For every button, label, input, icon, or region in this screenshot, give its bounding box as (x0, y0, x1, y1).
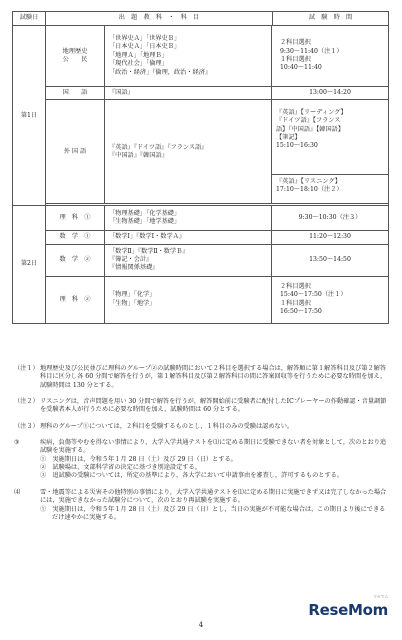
page-number: 4 (198, 621, 204, 629)
subject-foreign-language: 外 国 語 (63, 147, 87, 155)
text-line: 「世界史Ａ」「世界史Ｂ」 (109, 35, 181, 43)
time-science-2 (272, 276, 389, 323)
note-item (14, 489, 388, 522)
note-tag: （注２） (14, 398, 39, 406)
time-geo-civics (272, 26, 389, 87)
note-item (14, 398, 388, 415)
logo-text: ReseMom (308, 601, 388, 619)
subject-science-1: 理 科 ① (59, 214, 91, 222)
table-row (13, 26, 389, 87)
text-line: 『情報関係基礎』 (109, 264, 159, 272)
subject-math-2: 数 学 ② (59, 256, 91, 264)
note-subitem: ① 実施期日は，令和５年１月 28 日（土）及び 29 日（日）とし，当日の実施が不可能な場合は，この期日より後にできるだけ速やかに実施する。 (40, 505, 386, 521)
time-science-1: 9:30～10:30（注３） (272, 206, 389, 231)
note-subitem: ③ 追試験の受験については，所定の基準により，各大学において申請事由を審査し，許可するものとする。 (40, 472, 344, 480)
text-line: 15:40～17:50（注１） (280, 291, 347, 299)
note-text: 雪・地震等による災害その他特別の事情により，大学入学共通テストを⑴に定める期日に実施できず又は完了しなかった場合には，実施できなかった試験分について，次のとおり再試験を実施する。 (40, 488, 387, 505)
text-line: 「現代社会」「倫理」 (109, 60, 168, 68)
courses-science-2 (104, 277, 271, 323)
text-line: 「物理」「化学」 (109, 291, 156, 299)
courses-foreign-language (104, 100, 271, 203)
note-tag: （注３） (14, 422, 39, 430)
note-subitem: ① 実施期日は，令和５年１月 28 日（土）及び 29 日（日）とする。 (40, 455, 237, 463)
text-line: 「政治・経済」『倫理，政治・経済』 (109, 68, 212, 76)
table-row (13, 206, 389, 231)
note-item (14, 423, 388, 431)
text-line: ２科目選択 (280, 39, 311, 47)
table-row (13, 231, 389, 244)
text-line: 「日本史Ａ」「日本史Ｂ」 (109, 43, 181, 51)
text-line: 9:30～11:40（注１） (280, 47, 343, 55)
day-2-label: 第2日 (13, 206, 46, 323)
header-subjects: 出 題 教 科 ・ 科 目 試 験 時 間 (46, 12, 389, 26)
courses-math-2 (104, 245, 271, 276)
text-line: 『ドイツ語』【フランス (276, 117, 341, 125)
time-math-1: 11:20～12:30 (272, 231, 389, 244)
header-exam-day: 試験日 (13, 12, 46, 26)
text-line: 「数学Ⅱ」『数学Ⅱ・数学Ｂ』 (109, 247, 189, 255)
text-line: 公 民 (62, 56, 88, 63)
note-tag: （注１） (14, 365, 39, 372)
text-line: 「地理Ａ」「地理Ｂ」 (109, 51, 168, 59)
note-item (14, 365, 388, 390)
table-row (13, 244, 389, 276)
subject-science-2: 理 科 ② (59, 295, 91, 303)
text-line: 10:40～11:40 (280, 64, 322, 72)
text-line: １科目選択 (280, 299, 311, 307)
text-line: 『中国語』『韓国語』 (109, 151, 168, 159)
subject-geo-civics (46, 48, 104, 65)
note-tag: ⑷ (14, 488, 21, 496)
notes-section (14, 365, 388, 530)
text-line: １科目選択 (280, 56, 311, 63)
note-item (14, 439, 388, 481)
text-line: 『英語』『ドイツ語』『フランス語』 (109, 143, 208, 151)
courses-math-1: 「数学Ⅰ」『数学Ⅰ・数学Ａ』 (104, 231, 271, 243)
text-line: 『英語』【リーディング】 (276, 109, 347, 116)
courses-geo-civics (104, 26, 271, 86)
resemom-logo (308, 594, 388, 620)
note-subitem: ② 試験場は，文部科学省の決定に基づき別途設定する。 (40, 464, 201, 472)
text-line: 『英語』【リスニング】 (276, 178, 341, 185)
text-line: 地理歴史 (62, 47, 88, 55)
text-line: 『簿記・会計』 (109, 256, 153, 264)
time-foreign-listening (272, 175, 388, 198)
text-line: 「生物」「地学」 (109, 299, 156, 307)
text-line: 【筆記】 (276, 134, 301, 142)
note-text: 疾病，負傷等やむを得ない事情により，大学入学共通テストを⑴に定める期日に受験できない者を対象として，次のとおり追試験を実施する。 (40, 439, 387, 455)
note-text: 理科のグループ①については，２科目を受験するものとし，１科目のみの受験は認めない。 (40, 422, 294, 430)
text-line: 17:10～18:10（注２） (276, 186, 343, 194)
table-row (13, 276, 389, 323)
subject-math-1: 数 学 ① (59, 233, 91, 241)
logo-subtext: リセマム (373, 594, 388, 599)
table-row (13, 87, 389, 100)
time-foreign-written (272, 106, 388, 175)
text-line: 語】『中国語』【韓国語】 (276, 125, 345, 133)
text-line: 「物理基礎」「化学基礎」 (109, 210, 181, 217)
note-text: リスニングは，音声問題を用い 30 分間で解答を行うが，解答開始前に受験者に配付したICプレーヤーの作動確認・音量調節を受験者本人が行うために必要な時間を加え，試験時間は 60 分とする。 (40, 398, 387, 414)
text-line: 16:50～17:50 (280, 308, 322, 316)
note-tag: ③ (14, 439, 20, 447)
courses-science-1 (104, 206, 271, 230)
courses-japanese: 『国語』 (104, 87, 271, 99)
subject-japanese: 国 語 (62, 89, 88, 96)
note-text: 地理歴史及び公民並びに理科のグループ②の試験時間において２科目を選択する場合は，解答順に第１解答科目及び第２解答科目に区分し各 60 分間で解答を行うが，第１解答科目及び第２解答科目の間に答案回収等を行うために必要な時間を加え，試験時間は 130 分とする。 (40, 364, 387, 389)
text-line: 「生物基礎」「地学基礎」 (109, 218, 181, 226)
table-row (13, 100, 389, 204)
day-1-label: 第1日 (13, 26, 46, 206)
time-japanese: 13:00～14:20 (272, 87, 389, 100)
text-line: ２科目選択 (280, 283, 311, 290)
exam-schedule-table (12, 11, 389, 324)
time-math-2: 13:50～14:50 (272, 244, 389, 276)
table-header-row (13, 12, 389, 26)
text-line: 15:10～16:30 (276, 142, 318, 150)
